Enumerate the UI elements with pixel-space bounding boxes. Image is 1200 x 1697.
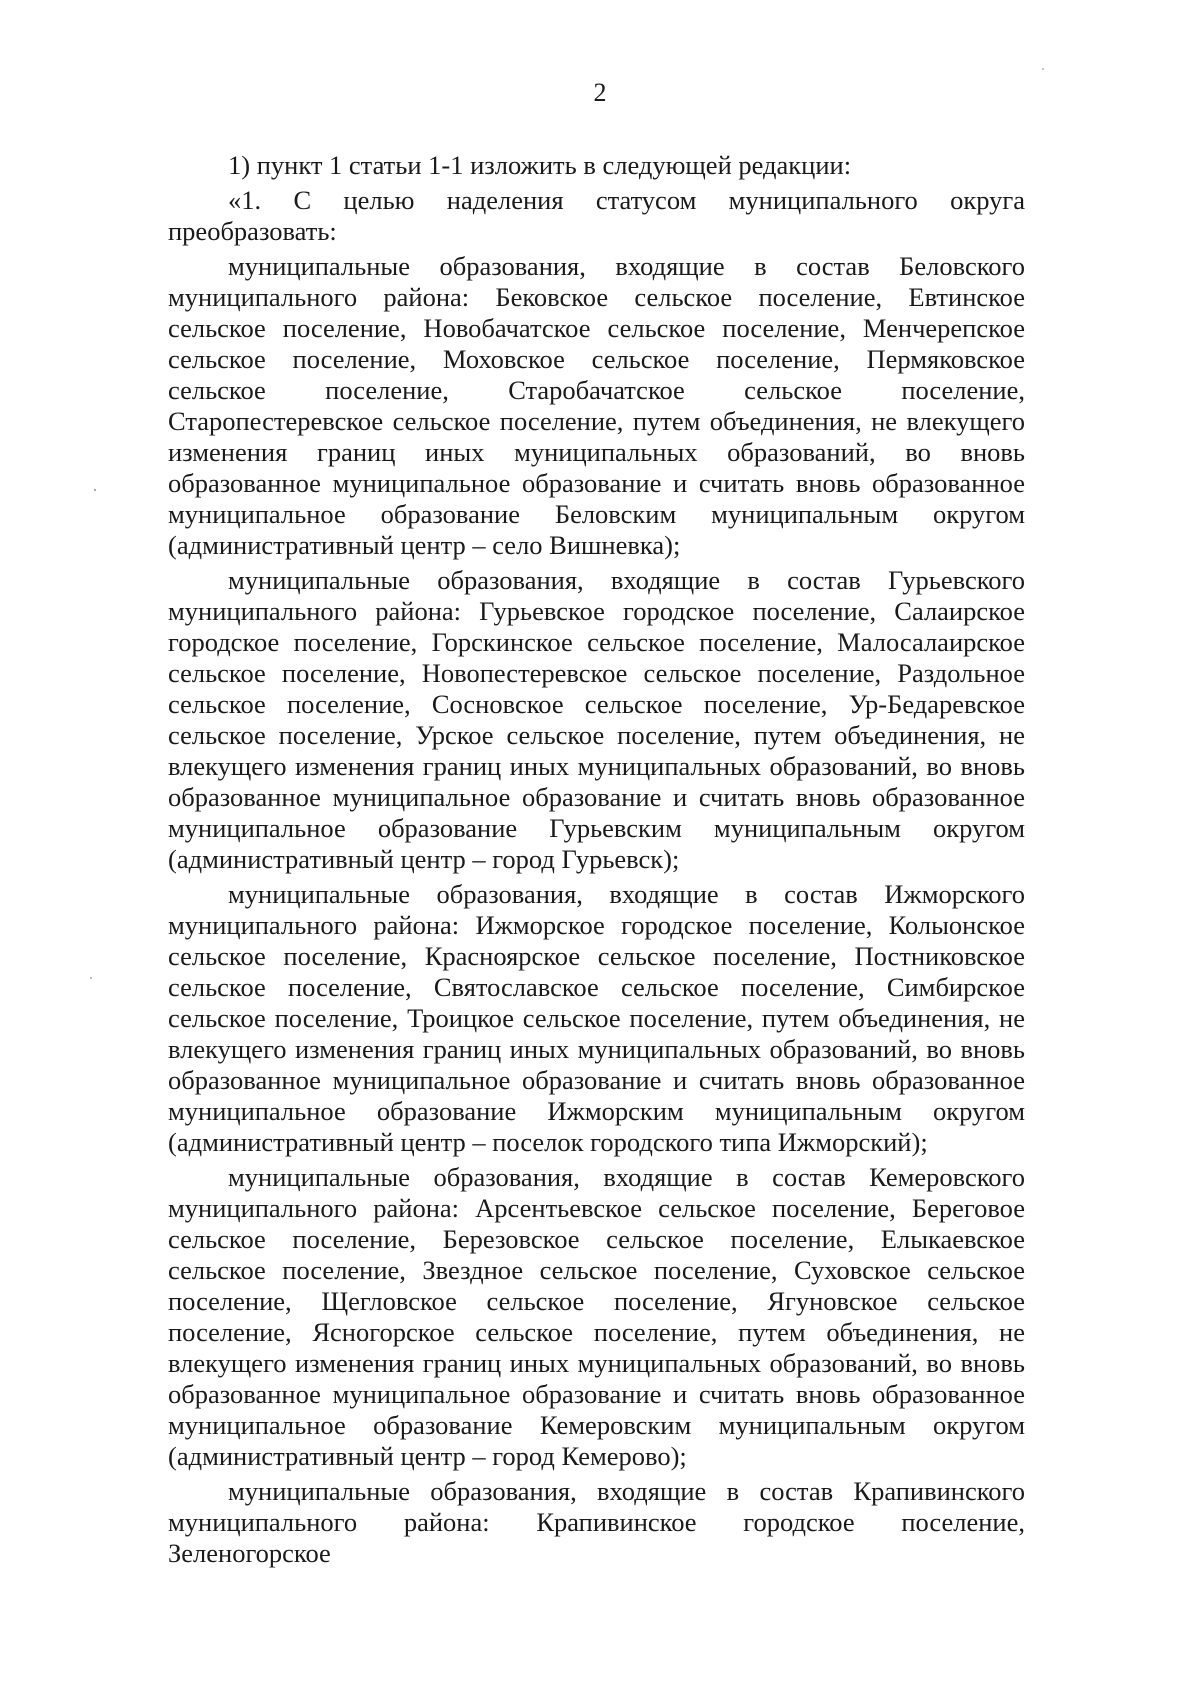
scan-speck	[1042, 68, 1044, 70]
scan-speck	[90, 977, 92, 979]
scan-speck	[94, 489, 96, 491]
paragraph-belovsky-district: муниципальные образования, входящие в состав Беловского муниципального района: Бековское сельское поселение, Евтинское сельское поселение, Новобачатское сельское поселение, Менчерепское сельское поселение, Моховское сельское поселение, Пермяковское сельское поселение, Старобачатское сельское поселение, Старопестеревское сельское поселение, путем объединения, не влекущего изменения границ иных муниципальных образований, во вновь образованное муниципальное образование и считать вновь образованное муниципальное образование Беловским муниципальным округом (административный центр – село Вишневка);	[168, 251, 1025, 560]
page-number: 2	[593, 78, 607, 107]
paragraph-point-1: «1. С целью наделения статусом муниципального округа преобразовать:	[168, 185, 1025, 246]
paragraph-guryevsky-district: муниципальные образования, входящие в состав Гурьевского муниципального района: Гурьевское городское поселение, Салаирское городское поселение, Горскинское сельское поселение, Малосалаирское сельское поселение, Новопестеревское сельское поселение, Раздольное сельское поселение, Сосновское сельское поселение, Ур-Бедаревское сельское поселение, Урское сельское поселение, путем объединения, не влекущего изменения границ иных муниципальных образований, во вновь образованное муниципальное образование и считать вновь образованное муниципальное образование Гурьевским муниципальным округом (административный центр – город Гурьевск);	[168, 565, 1025, 874]
paragraph-krapivinsky-district: муниципальные образования, входящие в состав Крапивинского муниципального района: Крапивинское городское поселение, Зеленогорское	[168, 1476, 1025, 1568]
document-body	[168, 150, 1025, 1569]
paragraph-kemerovsky-district: муниципальные образования, входящие в состав Кемеровского муниципального района: Арсентьевское сельское поселение, Береговое сельское поселение, Березовское сельское поселение, Елыкаевское сельское поселение, Звездное сельское поселение, Суховское сельское поселение, Щегловское сельское поселение, Ягуновское сельское поселение, Ясногорское сельское поселение, путем объединения, не влекущего изменения границ иных муниципальных образований, во вновь образованное муниципальное образование и считать вновь образованное муниципальное образование Кемеровским муниципальным округом (административный центр – город Кемерово);	[168, 1162, 1025, 1471]
paragraph-izhmorsky-district: муниципальные образования, входящие в состав Ижморского муниципального района: Ижморское городское поселение, Колыонское сельское поселение, Красноярское сельское поселение, Постниковское сельское поселение, Святославское сельское поселение, Симбирское сельское поселение, Троицкое сельское поселение, путем объединения, не влекущего изменения границ иных муниципальных образований, во вновь образованное муниципальное образование и считать вновь образованное муниципальное образование Ижморским муниципальным округом (административный центр – поселок городского типа Ижморский);	[168, 879, 1025, 1157]
paragraph-amendment-intro: 1) пункт 1 статьи 1-1 изложить в следующей редакции:	[228, 150, 852, 180]
